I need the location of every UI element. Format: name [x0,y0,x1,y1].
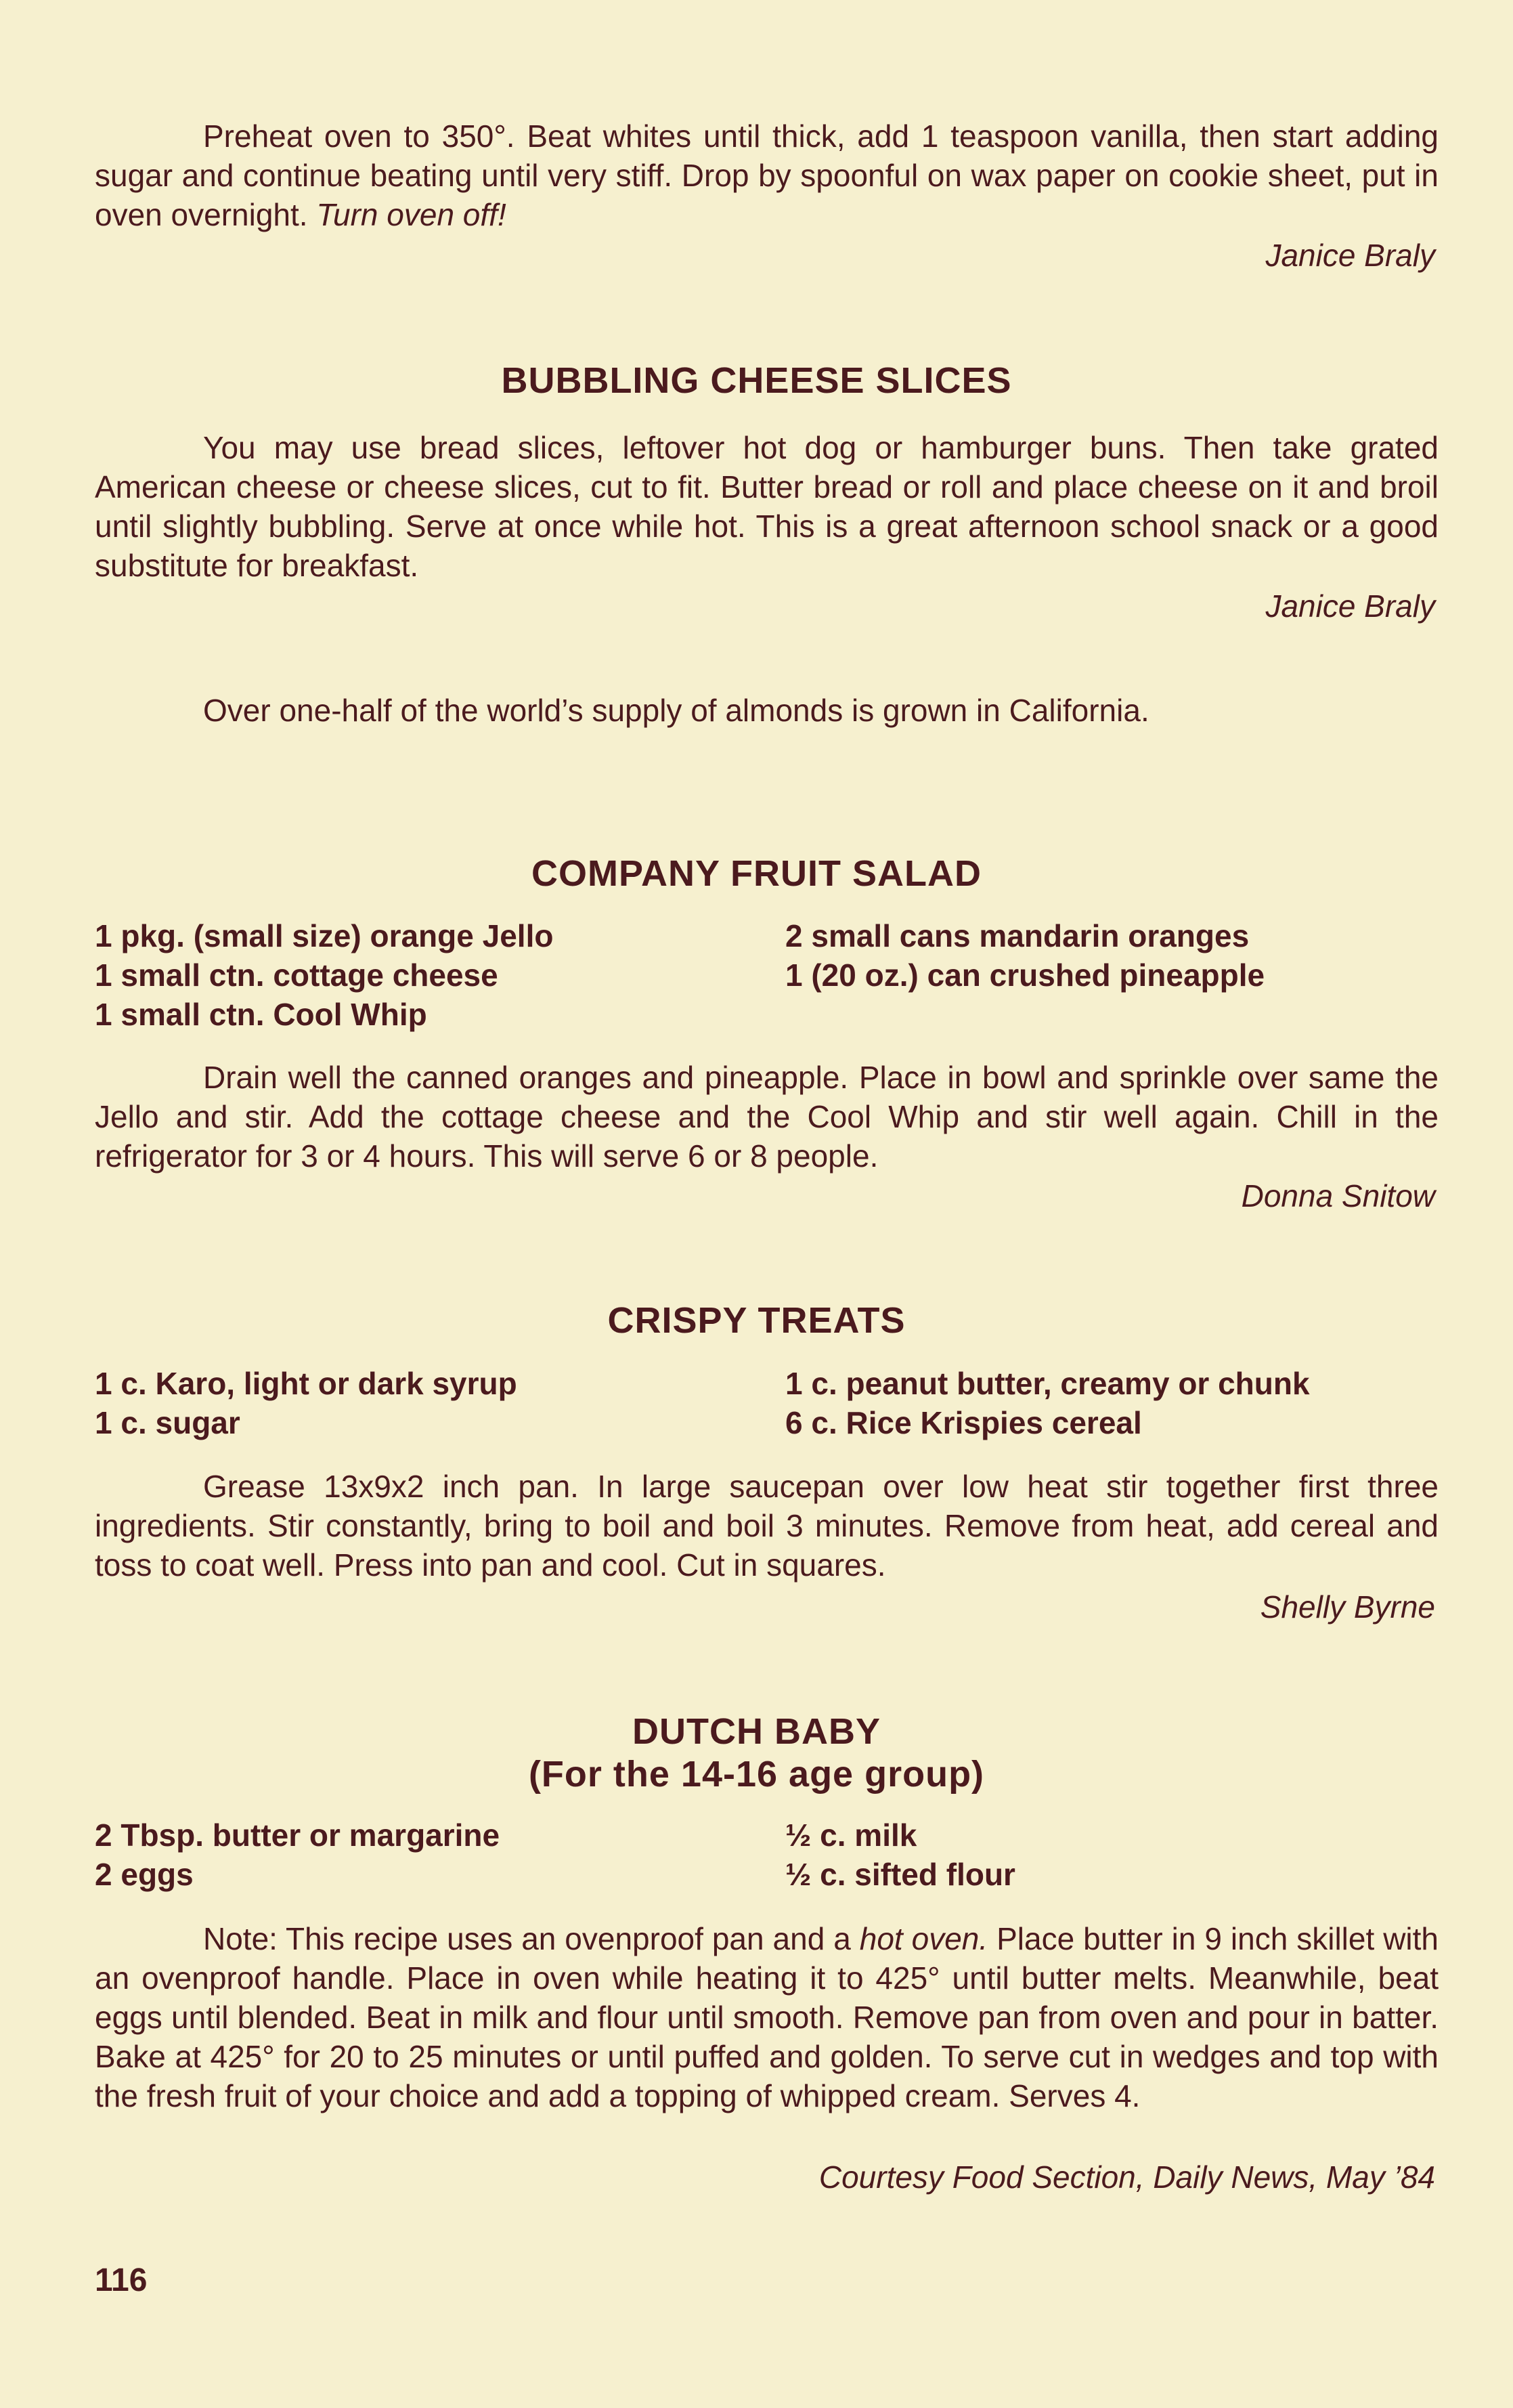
ingredient: 1 pkg. (small size) orange Jello [95,918,554,953]
dutch-baby-directions-emphasis: hot oven. [859,1921,988,1956]
crispy-treats-ingredients-right [785,1364,1310,1442]
crispy-treats-credit: Shelly Byrne [1260,1589,1435,1625]
ingredient: 6 c. Rice Krispies cereal [785,1405,1142,1440]
dutch-baby-ingredients-left [95,1815,500,1894]
almond-fact: Over one-half of the world’s supply of almonds is grown in California. [203,693,1149,728]
dutch-baby-ingredients-right [785,1815,1015,1894]
ingredient: 1 small ctn. Cool Whip [95,997,427,1032]
ingredient: 1 c. Karo, light or dark syrup [95,1366,517,1401]
ingredient: 2 Tbsp. butter or margarine [95,1818,500,1853]
meringue-directions-text: Preheat oven to 350°. Beat whites until thick, add 1 teaspoon vanilla, then start adding sugar and continue beating until very stiff. Drop by spoonful on wax paper on cookie sheet, put in oven overnight. [95,119,1439,232]
ingredient: 1 small ctn. cottage cheese [95,958,498,993]
fruit-salad-directions: Drain well the canned oranges and pineapple. Place in bowl and sprinkle over same the Jello and stir. Add the cottage cheese and the Cool Whip and stir well again. Chill in the refrigerator for 3 or 4 hours. This will serve 6 or 8 people. [95,1060,1439,1174]
fruit-salad-credit: Donna Snitow [1241,1178,1435,1213]
crispy-treats-title: CRISPY TREATS [607,1300,906,1341]
crispy-treats-ingredients-left [95,1364,517,1442]
meringue-emphasis: Turn oven off! [316,197,506,232]
ingredient: 1 c. peanut butter, creamy or chunk [785,1366,1310,1401]
dutch-baby-directions-after: Place butter in 9 inch skillet with an ovenproof handle. Place in oven while heating it to 425° until butter melts. Meanwhile, beat eggs until blended. Beat in milk and flour until smooth. Remove pan from oven and pour in batter. Bake at 425° for 20 to 25 minutes or until puffed and golden. To serve cut in wedges and top with the fresh fruit of your choice and add a topping of whipped cream. Serves 4. [95,1921,1439,2113]
dutch-baby-credit: Courtesy Food Section, Daily News, May ’84 [818,2159,1435,2195]
bubbling-cheese-directions: You may use bread slices, leftover hot dog or hamburger buns. Then take grated American cheese or cheese slices, cut to fit. Butter bread or roll and place cheese on it and broil until slightly bubbling. Serve at once while hot. This is a great afternoon school snack or a good substitute for breakfast. [95,430,1439,583]
fruit-salad-title: COMPANY FRUIT SALAD [531,853,982,894]
dutch-baby-directions-before: Note: This recipe uses an ovenproof pan and a [203,1921,851,1956]
dutch-baby-title: DUTCH BABY [632,1711,881,1752]
fruit-salad-ingredients-right [785,916,1265,995]
ingredient: 2 small cans mandarin oranges [785,918,1250,953]
bubbling-cheese-title: BUBBLING CHEESE SLICES [501,360,1012,401]
ingredient: 2 eggs [95,1857,194,1892]
bubbling-cheese-credit: Janice Braly [1265,588,1435,624]
meringue-credit: Janice Braly [1265,238,1435,273]
ingredient: ½ c. sifted flour [785,1857,1015,1892]
crispy-treats-directions: Grease 13x9x2 inch pan. In large saucepan over low heat stir together first three ingredients. Stir constantly, bring to boil and boil 3 minutes. Remove from heat, add cereal and toss to coat well. Press into pan and cool. Cut in squares. [95,1469,1439,1583]
dutch-baby-subtitle: (For the 14-16 age group) [528,1754,985,1794]
page-number: 116 [95,2262,148,2298]
ingredient: 1 (20 oz.) can crushed pineapple [785,958,1265,993]
fruit-salad-ingredients-left [95,916,553,1034]
meringue-directions [95,116,1439,234]
ingredient: 1 c. sugar [95,1405,240,1440]
ingredient: ½ c. milk [785,1818,917,1853]
dutch-baby-directions [95,1919,1439,2115]
